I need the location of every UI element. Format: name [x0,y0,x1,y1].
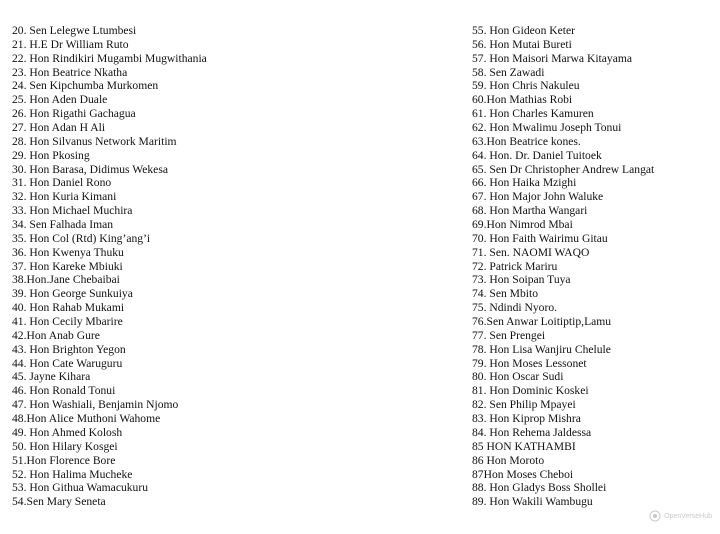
list-item: 85 HON KATHAMBI [472,439,576,453]
list-item: 20. Sen Lelegwe Ltumbesi [12,24,137,37]
list-item: 29. Hon Pkosing [12,148,90,162]
list-item: 56. Hon Mutai Bureti [472,37,572,51]
list-item: 54.Sen Mary Seneta [12,495,106,509]
list-item: 32. Hon Kuria Kimani [12,190,117,204]
list-item: 46. Hon Ronald Tonui [12,384,116,398]
list-item: 75. Ndindi Nyoro. [472,301,558,315]
list-item: 81. Hon Dominic Koskei [472,384,589,398]
list-item: 74. Sen Mbito [472,287,539,301]
watermark [649,510,712,522]
list-item: 77. Sen Prengei [472,328,546,342]
list-item: 44. Hon Cate Waruguru [12,356,123,370]
list-item: 83. Hon Kiprop Mishra [472,412,581,426]
list-item: 42.Hon Anab Gure [12,328,100,342]
list-item: 45. Jayne Kihara [12,370,91,384]
list-item: 36. Hon Kwenya Thuku [12,245,124,259]
list-item: 21. H.E Dr William Ruto [12,37,129,51]
list-item: 59. Hon Chris Nakuleu [472,79,580,93]
watermark-text: OpenVerseHub [664,512,712,520]
list-item: 80. Hon Oscar Sudi [472,370,564,384]
list-item: 34. Sen Falhada Iman [12,218,114,232]
list-item: 50. Hon Hilary Kosgei [12,439,118,453]
list-item: 65. Sen Dr Christopher Andrew Langat [472,162,655,176]
logo-icon [649,510,661,522]
list-item: 89. Hon Wakili Wambugu [472,495,593,509]
list-item: 38.Hon.Jane Chebaibai [12,273,120,287]
list-item: 79. Hon Moses Lessonet [472,356,587,370]
list-item: 88. Hon Gladys Boss Shollei [472,481,607,495]
list-item: 24. Sen Kipchumba Murkomen [12,79,159,93]
list-item: 40. Hon Rahab Mukami [12,301,125,315]
list-item: 53. Hon Githua Wamacukuru [12,481,149,495]
list-item: 76.Sen Anwar Loitiptip,Lamu [472,315,612,329]
list-item: 70. Hon Faith Wairimu Gitau [472,231,608,245]
list-item: 78. Hon Lisa Wanjiru Chelule [472,342,611,356]
list-item: 64. Hon. Dr. Daniel Tuitoek [472,148,602,162]
list-item: 30. Hon Barasa, Didimus Wekesa [12,162,168,176]
list-item: 43. Hon Brighton Yegon [12,342,126,356]
list-item: 66. Hon Haika Mzighi [472,176,577,190]
list-item: 87Hon Moses Cheboi [472,467,574,481]
list-item: 31. Hon Daniel Rono [12,176,112,190]
list-item: 33. Hon Michael Muchira [12,204,133,218]
list-item: 71. Sen. NAOMI WAQO [472,245,590,259]
list-item: 67. Hon Major John Waluke [472,190,604,204]
list-item: 48.Hon Alice Muthoni Wahome [12,412,161,426]
list-item: 55. Hon Gideon Keter [472,24,576,37]
list-item: 72. Patrick Mariru [472,259,558,273]
list-item: 62. Hon Mwalimu Joseph Tonui [472,121,622,135]
list-item: 35. Hon Col (Rtd) King’ang’i [12,231,151,245]
list-item: 84. Hon Rehema Jaldessa [472,425,592,439]
list-item: 22. Hon Rindikiri Mugambi Mugwithania [12,51,207,65]
list-item: 41. Hon Cecily Mbarire [12,315,123,329]
list-item: 58. Sen Zawadi [472,65,545,79]
list-item: 47. Hon Washiali, Benjamin Njomo [12,398,179,412]
list-item: 51.Hon Florence Bore [12,453,116,467]
list-item: 26. Hon Rigathi Gachagua [12,107,136,121]
list-item: 28. Hon Silvanus Network Maritim [12,134,177,148]
list-item: 68. Hon Martha Wangari [472,204,588,218]
list-item: 69.Hon Nimrod Mbai [472,218,573,232]
list-item: 37. Hon Kareke Mbiuki [12,259,123,273]
list-item: 25. Hon Aden Duale [12,93,108,107]
list-item: 27. Hon Adan H Ali [12,121,106,135]
list-item: 49. Hon Ahmed Kolosh [12,425,123,439]
list-item: 61. Hon Charles Kamuren [472,107,594,121]
list-item: 52. Hon Halima Mucheke [12,467,133,481]
list-item: 82. Sen Philip Mpayei [472,398,576,412]
list-item: 39. Hon George Sunkuiya [12,287,133,301]
list-item: 60.Hon Mathias Robi [472,93,573,107]
list-item: 23. Hon Beatrice Nkatha [12,65,128,79]
list-item: 86 Hon Moroto [472,453,545,467]
signatory-list-left [12,24,442,509]
list-item: 57. Hon Maisori Marwa Kitayama [472,51,633,65]
signatory-list-right [472,24,712,509]
list-item: 73. Hon Soipan Tuya [472,273,571,287]
list-item: 63.Hon Beatrice kones. [472,134,581,148]
